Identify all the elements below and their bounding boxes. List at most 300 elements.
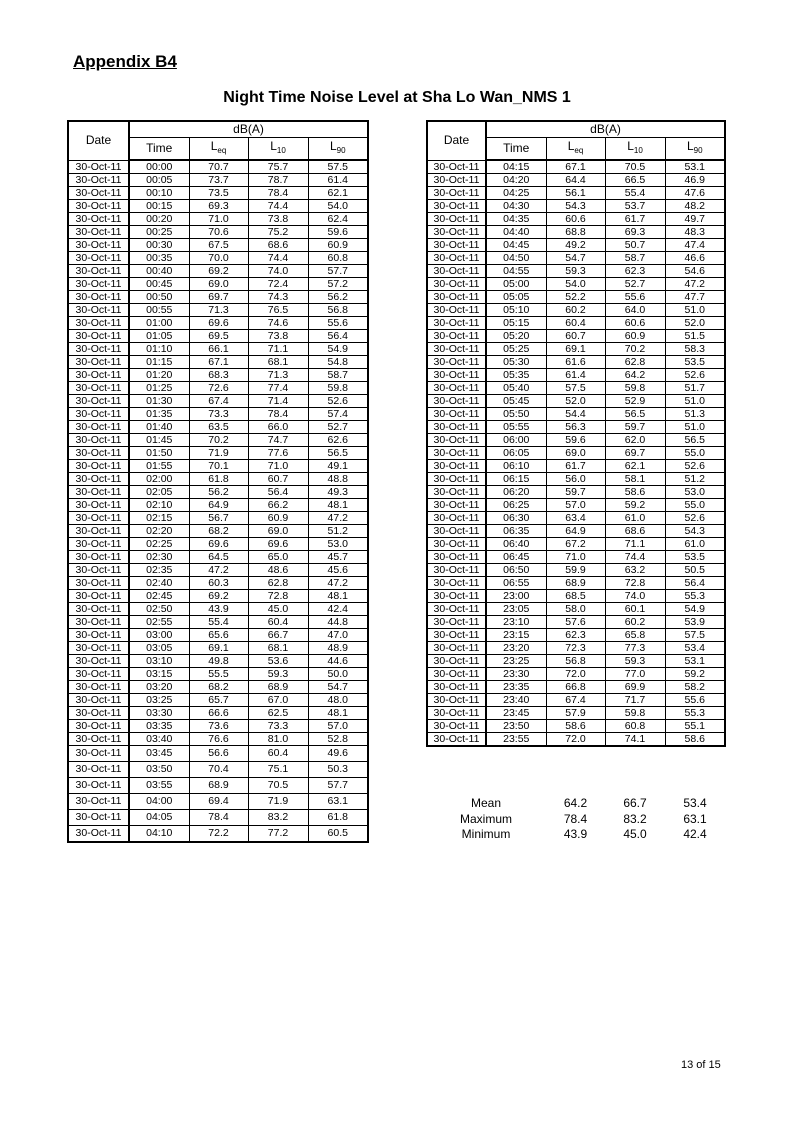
leq-cell: 68.5 [546,590,605,603]
leq-cell: 70.1 [189,460,248,473]
leq-cell: 67.5 [189,239,248,252]
l90-cell: 62.4 [308,213,368,226]
date-cell: 30-Oct-11 [68,794,129,810]
time-cell: 23:30 [486,668,546,681]
l90-cell: 56.4 [665,577,725,590]
l90-cell: 58.2 [665,681,725,694]
date-cell: 30-Oct-11 [427,187,486,200]
table-row [427,616,725,629]
leq-header: $L_{eq}$ [189,138,248,161]
noise-table-left [67,120,369,843]
l90-cell: 44.6 [308,655,368,668]
table-row [427,629,725,642]
table-row [427,408,725,421]
table-row [427,317,725,330]
time-cell: 01:50 [129,447,189,460]
leq-cell: 59.9 [546,564,605,577]
table-row [68,187,368,200]
leq-cell: 65.7 [189,694,248,707]
l10-cell: 74.3 [248,291,308,304]
leq-cell: 52.0 [546,395,605,408]
l90-cell: 50.3 [308,762,368,778]
leq-cell: 54.4 [546,408,605,421]
time-cell: 01:30 [129,395,189,408]
l10-cell: 58.1 [605,473,665,486]
l90-cell: 53.9 [665,616,725,629]
leq-cell: 55.5 [189,668,248,681]
table-row [68,239,368,252]
leq-cell: 69.6 [189,317,248,330]
l90-cell: 52.7 [308,421,368,434]
table-row [68,629,368,642]
table-row [68,577,368,590]
l10-cell: 72.4 [248,278,308,291]
l90-cell: 51.7 [665,382,725,395]
date-cell: 30-Oct-11 [427,434,486,447]
l90-cell: 47.2 [308,577,368,590]
leq-cell: 66.6 [189,707,248,720]
table-row [68,668,368,681]
l10-cell: 61.0 [605,512,665,525]
l10-cell: 64.0 [605,304,665,317]
table-row [427,603,725,616]
date-cell: 30-Oct-11 [68,538,129,551]
l90-cell: 55.6 [308,317,368,330]
table-row [427,707,725,720]
l10-cell: 59.8 [605,707,665,720]
l10-cell: 71.9 [248,794,308,810]
table-row [427,577,725,590]
leq-cell: 61.4 [546,369,605,382]
l10-cell: 66.0 [248,421,308,434]
table-row [68,421,368,434]
l90-cell: 51.3 [665,408,725,421]
l90-cell: 52.6 [665,512,725,525]
leq-cell: 68.8 [546,226,605,239]
l10-cell: 73.3 [248,720,308,733]
table-row [68,447,368,460]
l90-cell: 53.5 [665,356,725,369]
l90-cell: 47.2 [665,278,725,291]
time-cell: 01:55 [129,460,189,473]
time-cell: 23:15 [486,629,546,642]
leq-cell: 57.6 [546,616,605,629]
l10-cell: 60.2 [605,616,665,629]
l90-cell: 52.6 [665,460,725,473]
time-cell: 23:55 [486,733,546,747]
l10-cell: 68.1 [248,642,308,655]
l90-cell: 50.0 [308,668,368,681]
time-cell: 04:10 [129,826,189,843]
date-cell: 30-Oct-11 [427,616,486,629]
date-cell: 30-Oct-11 [68,681,129,694]
date-cell: 30-Oct-11 [68,447,129,460]
time-cell: 05:05 [486,291,546,304]
leq-cell: 69.6 [189,538,248,551]
l10-cell: 73.8 [248,213,308,226]
table-row [68,460,368,473]
time-cell: 02:35 [129,564,189,577]
l10-cell: 77.2 [248,826,308,843]
summary-l10: 45.0 [623,827,647,841]
l10-cell: 75.7 [248,160,308,174]
table-row [68,794,368,810]
time-cell: 02:50 [129,603,189,616]
time-cell: 23:00 [486,590,546,603]
time-cell: 00:25 [129,226,189,239]
l10-cell: 66.5 [605,174,665,187]
l90-cell: 59.8 [308,382,368,395]
leq-cell: 78.4 [189,810,248,826]
time-cell: 06:30 [486,512,546,525]
date-cell: 30-Oct-11 [427,590,486,603]
l90-cell: 60.9 [308,239,368,252]
table-row [427,304,725,317]
l90-cell: 54.6 [665,265,725,278]
l10-cell: 76.5 [248,304,308,317]
l10-cell: 74.4 [248,200,308,213]
time-cell: 01:20 [129,369,189,382]
time-cell: 04:35 [486,213,546,226]
leq-cell: 55.4 [189,616,248,629]
date-cell: 30-Oct-11 [427,304,486,317]
summary-label: Mean [470,796,502,810]
date-cell: 30-Oct-11 [68,512,129,525]
date-cell: 30-Oct-11 [427,160,486,174]
time-cell: 00:20 [129,213,189,226]
l10-cell: 53.7 [605,200,665,213]
appendix-heading: Appendix B4 [73,52,177,71]
l10-cell: 52.9 [605,395,665,408]
time-cell: 00:35 [129,252,189,265]
l10-cell: 65.0 [248,551,308,564]
l90-cell: 48.8 [308,473,368,486]
table-row [68,694,368,707]
l90-cell: 55.0 [665,499,725,512]
l90-cell: 52.0 [665,317,725,330]
table-row [427,668,725,681]
l90-cell: 53.5 [665,551,725,564]
table-row [427,174,725,187]
table-row [427,551,725,564]
table-row [68,317,368,330]
leq-cell: 54.7 [546,252,605,265]
leq-cell: 49.2 [546,239,605,252]
date-cell: 30-Oct-11 [68,200,129,213]
l10-cell: 75.2 [248,226,308,239]
l90-cell: 49.3 [308,486,368,499]
time-cell: 03:10 [129,655,189,668]
table-row [427,538,725,551]
time-cell: 02:15 [129,512,189,525]
time-cell: 04:20 [486,174,546,187]
leq-cell: 57.0 [546,499,605,512]
date-cell: 30-Oct-11 [427,317,486,330]
table-row [68,746,368,762]
l90-cell: 48.1 [308,707,368,720]
table-row [427,239,725,252]
date-cell: 30-Oct-11 [68,826,129,843]
date-header: Date [427,121,486,160]
l90-cell: 46.9 [665,174,725,187]
l10-cell: 73.8 [248,330,308,343]
l10-cell: 58.6 [605,486,665,499]
l90-cell: 54.0 [308,200,368,213]
leq-cell: 68.3 [189,369,248,382]
date-cell: 30-Oct-11 [68,473,129,486]
leq-cell: 56.6 [189,746,248,762]
leq-cell: 73.5 [189,187,248,200]
l10-cell: 60.8 [605,720,665,733]
table-row [427,434,725,447]
l10-cell: 45.0 [248,603,308,616]
l10-cell: 59.3 [605,655,665,668]
time-cell: 06:40 [486,538,546,551]
l90-cell: 49.7 [665,213,725,226]
l90-cell: 53.1 [665,655,725,668]
leq-cell: 64.9 [189,499,248,512]
date-cell: 30-Oct-11 [68,434,129,447]
date-cell: 30-Oct-11 [68,187,129,200]
table-row [427,499,725,512]
table-row [68,486,368,499]
l90-cell: 48.0 [308,694,368,707]
time-cell: 00:15 [129,200,189,213]
table-row [68,356,368,369]
date-cell: 30-Oct-11 [68,265,129,278]
leq-cell: 54.3 [546,200,605,213]
summary-l90: 53.4 [683,796,707,810]
l90-cell: 53.4 [665,642,725,655]
time-cell: 06:50 [486,564,546,577]
l90-cell: 55.6 [665,694,725,707]
l10-cell: 65.8 [605,629,665,642]
l90-cell: 59.2 [665,668,725,681]
date-cell: 30-Oct-11 [68,616,129,629]
time-cell: 04:05 [129,810,189,826]
table-row [427,200,725,213]
l10-cell: 70.5 [248,778,308,794]
time-cell: 04:30 [486,200,546,213]
leq-cell: 64.9 [546,525,605,538]
leq-cell: 49.8 [189,655,248,668]
date-cell: 30-Oct-11 [427,226,486,239]
unit-header: dB(A) [129,121,368,138]
l10-cell: 56.4 [248,486,308,499]
table-row [427,187,725,200]
l10-cell: 53.6 [248,655,308,668]
time-cell: 06:00 [486,434,546,447]
table-row [68,265,368,278]
table-row [68,369,368,382]
leq-cell: 56.0 [546,473,605,486]
time-cell: 06:15 [486,473,546,486]
date-cell: 30-Oct-11 [68,603,129,616]
time-cell: 05:30 [486,356,546,369]
time-cell: 23:45 [486,707,546,720]
time-cell: 23:35 [486,681,546,694]
date-cell: 30-Oct-11 [68,369,129,382]
time-cell: 02:30 [129,551,189,564]
table-row [68,616,368,629]
l90-cell: 57.2 [308,278,368,291]
l10-cell: 77.0 [605,668,665,681]
date-cell: 30-Oct-11 [68,629,129,642]
date-cell: 30-Oct-11 [68,382,129,395]
leq-cell: 58.6 [546,720,605,733]
leq-cell: 47.2 [189,564,248,577]
leq-cell: 56.8 [546,655,605,668]
time-cell: 00:50 [129,291,189,304]
l90-cell: 49.6 [308,746,368,762]
time-header: Time [486,138,546,161]
summary-l10: 66.7 [623,796,647,810]
l90-cell: 61.0 [665,538,725,551]
l90-cell: 51.2 [308,525,368,538]
l90-cell: 47.4 [665,239,725,252]
l10-cell: 74.4 [248,252,308,265]
leq-cell: 54.0 [546,278,605,291]
l10-cell: 62.1 [605,460,665,473]
l10-cell: 71.7 [605,694,665,707]
l90-cell: 55.1 [665,720,725,733]
l10-cell: 60.4 [248,616,308,629]
summary-leq: 78.4 [563,811,588,826]
l10-cell: 62.8 [605,356,665,369]
time-header: Time [129,138,189,161]
l10-cell: 75.1 [248,762,308,778]
l90-header: $L_{90}$ [308,138,368,161]
date-cell: 30-Oct-11 [427,577,486,590]
l90-cell: 56.4 [308,330,368,343]
time-cell: 01:00 [129,317,189,330]
l10-cell: 83.2 [248,810,308,826]
l10-cell: 59.3 [248,668,308,681]
l10-cell: 69.6 [248,538,308,551]
l90-cell: 55.3 [665,590,725,603]
time-cell: 02:55 [129,616,189,629]
leq-cell: 69.0 [189,278,248,291]
leq-cell: 70.2 [189,434,248,447]
l10-cell: 69.0 [248,525,308,538]
l90-cell: 47.0 [308,629,368,642]
time-cell: 23:10 [486,616,546,629]
date-cell: 30-Oct-11 [427,733,486,747]
time-cell: 03:45 [129,746,189,762]
leq-cell: 66.8 [546,681,605,694]
l10-cell: 74.7 [248,434,308,447]
time-cell: 02:05 [129,486,189,499]
time-cell: 02:45 [129,590,189,603]
table-row [427,590,725,603]
date-cell: 30-Oct-11 [427,629,486,642]
l90-cell: 61.4 [308,174,368,187]
l90-cell: 47.2 [308,512,368,525]
time-cell: 01:10 [129,343,189,356]
date-cell: 30-Oct-11 [427,564,486,577]
l90-cell: 51.0 [665,395,725,408]
table-row [427,447,725,460]
leq-cell: 64.5 [189,551,248,564]
date-cell: 30-Oct-11 [427,720,486,733]
table-row [427,343,725,356]
leq-cell: 70.4 [189,762,248,778]
date-cell: 30-Oct-11 [427,525,486,538]
leq-cell: 72.3 [546,642,605,655]
table-row [427,330,725,343]
time-cell: 00:40 [129,265,189,278]
l10-cell: 60.9 [248,512,308,525]
table-row [427,655,725,668]
summary-leq: 43.9 [563,827,588,841]
leq-cell: 69.3 [189,200,248,213]
l90-cell: 47.7 [665,291,725,304]
unit-header: dB(A) [486,121,725,138]
time-cell: 06:20 [486,486,546,499]
time-cell: 06:05 [486,447,546,460]
l90-cell: 54.3 [665,525,725,538]
date-cell: 30-Oct-11 [427,369,486,382]
l10-cell: 59.8 [605,382,665,395]
date-cell: 30-Oct-11 [68,778,129,794]
date-header: Date [68,121,129,160]
l10-cell: 59.7 [605,421,665,434]
time-cell: 03:25 [129,694,189,707]
leq-cell: 59.6 [546,434,605,447]
leq-cell: 70.0 [189,252,248,265]
date-cell: 30-Oct-11 [68,160,129,174]
time-cell: 01:05 [129,330,189,343]
l10-cell: 60.7 [248,473,308,486]
time-cell: 02:20 [129,525,189,538]
time-cell: 02:00 [129,473,189,486]
leq-cell: 70.6 [189,226,248,239]
l90-cell: 48.1 [308,590,368,603]
leq-cell: 67.4 [189,395,248,408]
time-cell: 01:35 [129,408,189,421]
l90-cell: 51.0 [665,304,725,317]
l90-cell: 45.6 [308,564,368,577]
l90-cell: 62.6 [308,434,368,447]
time-cell: 00:30 [129,239,189,252]
l90-cell: 52.8 [308,733,368,746]
time-cell: 03:05 [129,642,189,655]
table-row [68,160,368,174]
l10-cell: 62.3 [605,265,665,278]
l10-cell: 68.6 [605,525,665,538]
date-cell: 30-Oct-11 [68,707,129,720]
table-row [427,369,725,382]
date-cell: 30-Oct-11 [427,538,486,551]
l10-cell: 71.0 [248,460,308,473]
table-row [427,525,725,538]
l10-cell: 62.8 [248,577,308,590]
time-cell: 04:40 [486,226,546,239]
leq-cell: 72.6 [189,382,248,395]
date-cell: 30-Oct-11 [68,694,129,707]
l10-cell: 71.1 [248,343,308,356]
l90-cell: 57.7 [308,778,368,794]
leq-cell: 72.0 [546,733,605,747]
table-row [68,174,368,187]
l90-cell: 46.6 [665,252,725,265]
time-cell: 06:25 [486,499,546,512]
table-row [427,694,725,707]
l10-cell: 52.7 [605,278,665,291]
date-cell: 30-Oct-11 [68,525,129,538]
table-row [427,278,725,291]
date-cell: 30-Oct-11 [68,551,129,564]
